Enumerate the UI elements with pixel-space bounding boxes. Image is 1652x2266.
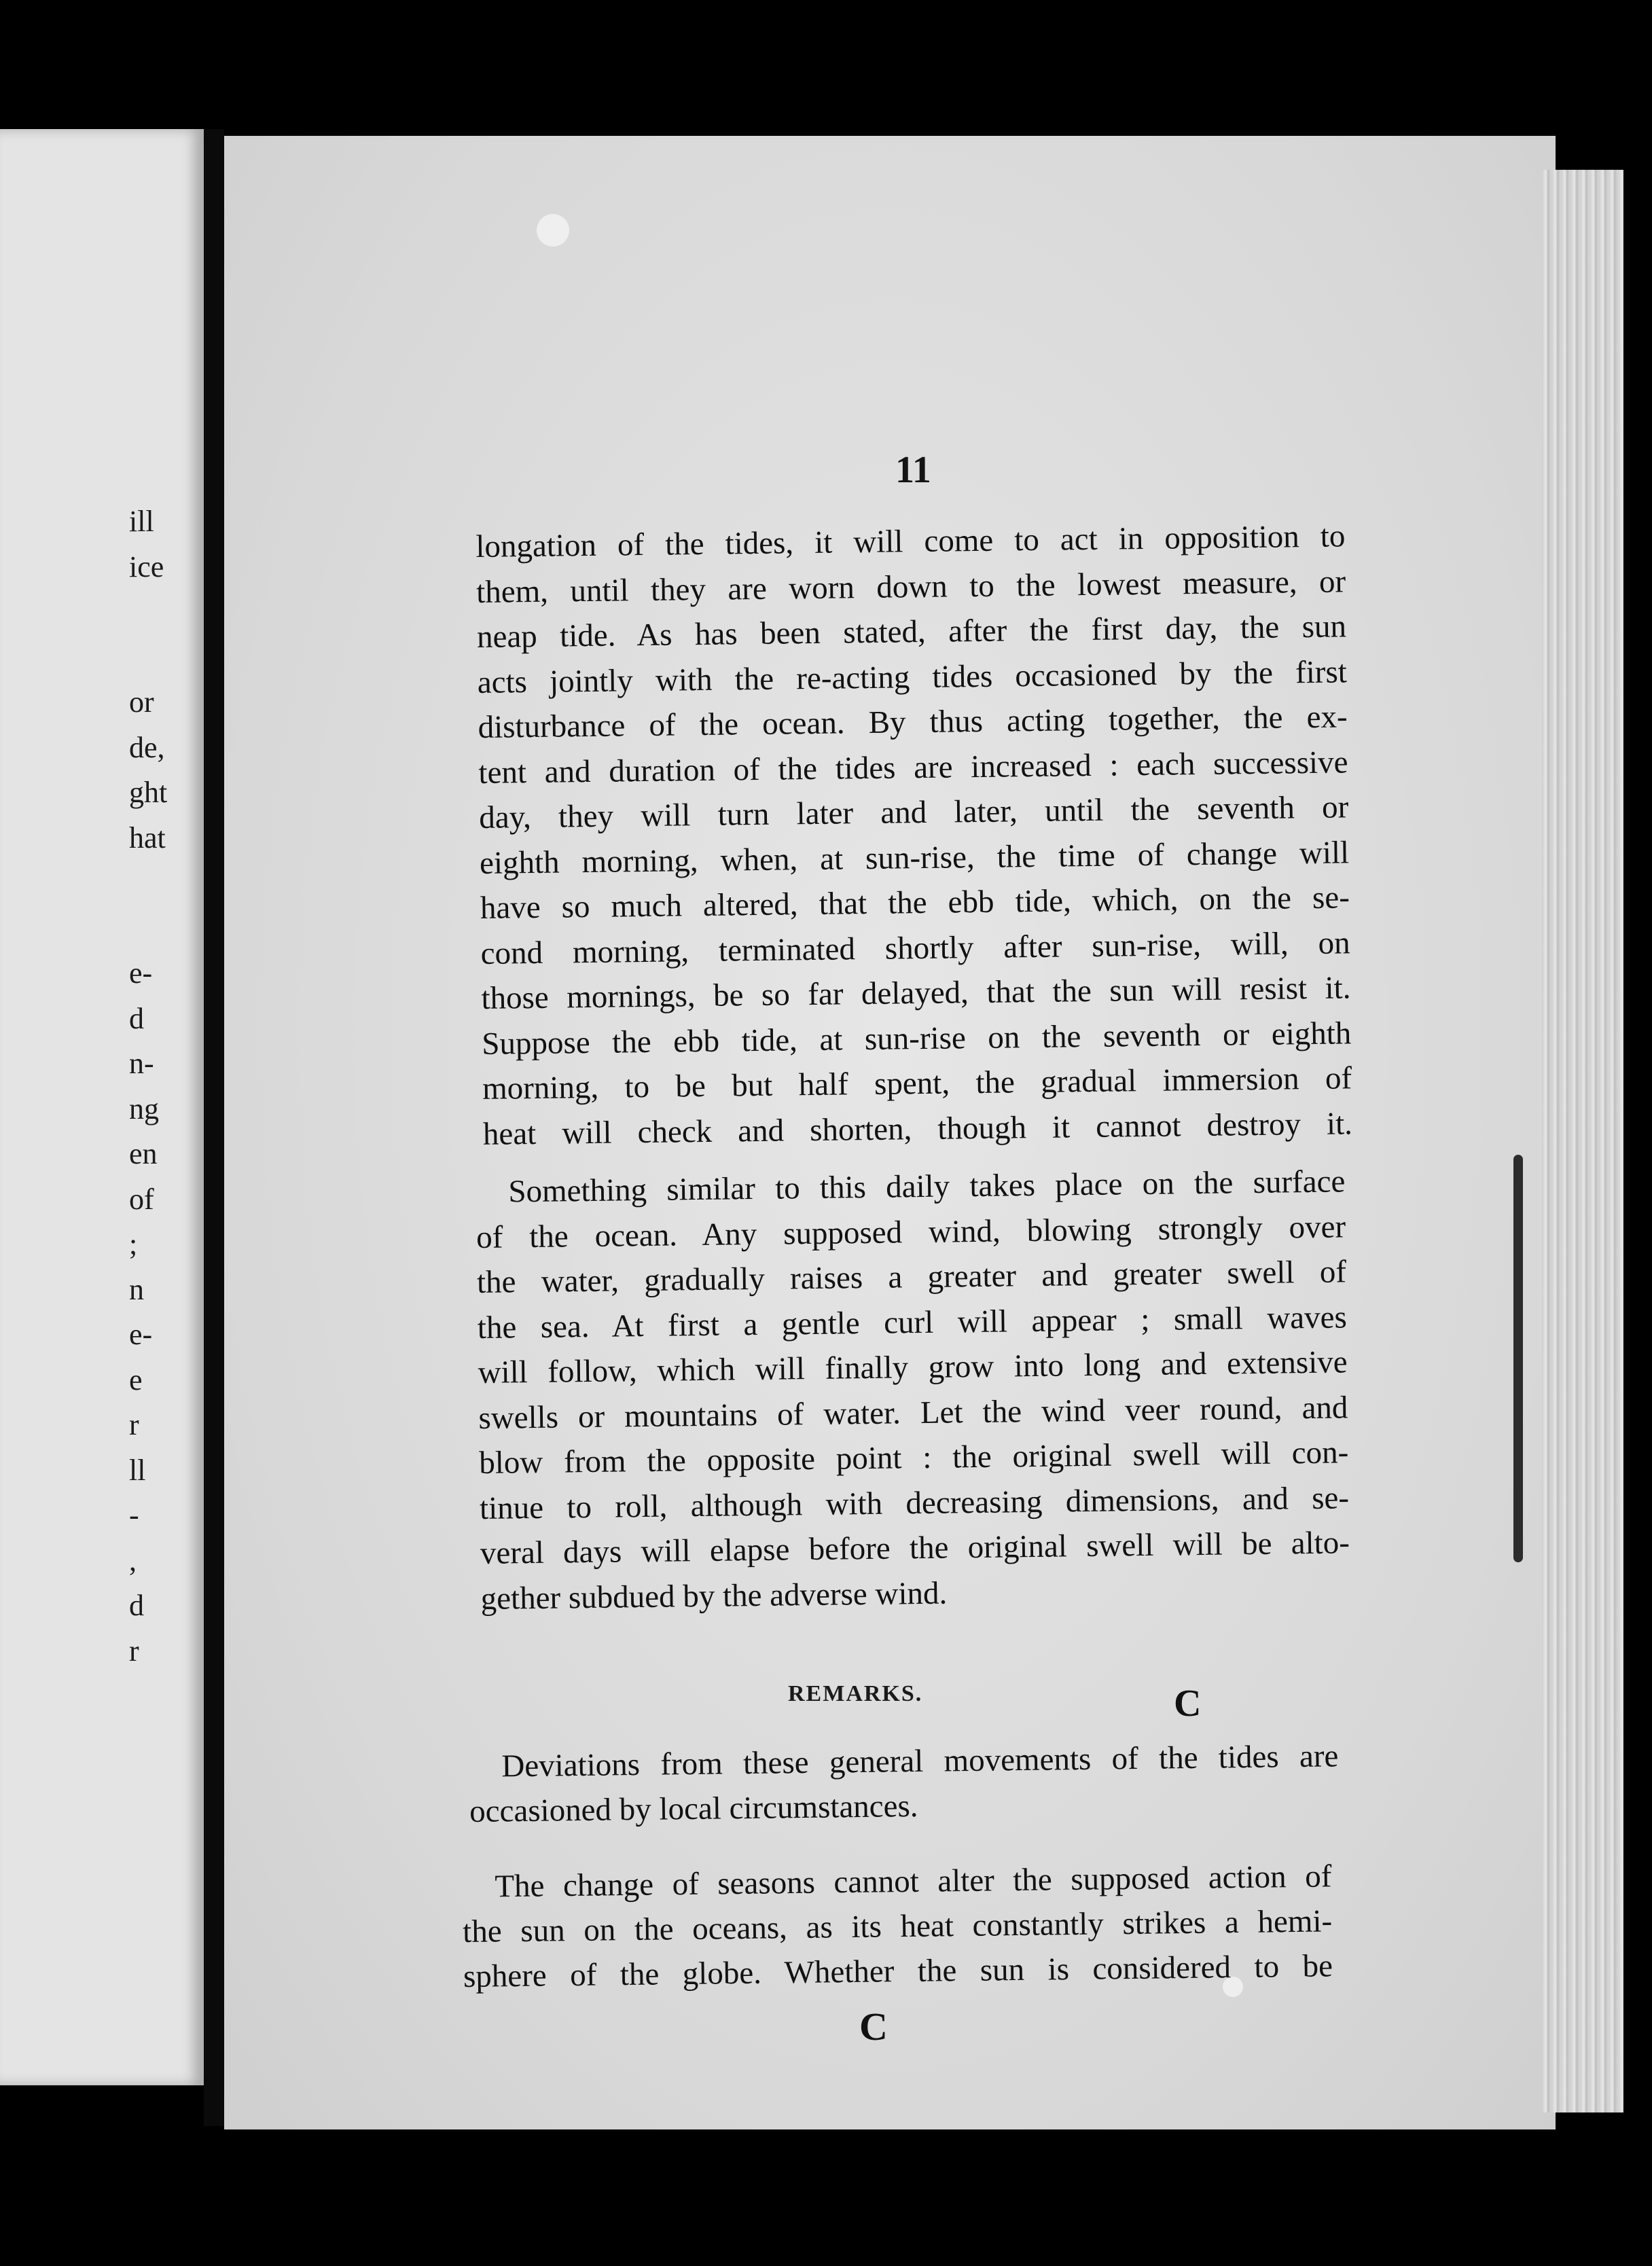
edge-fragment: of	[129, 1182, 154, 1216]
edge-fragment: e-	[129, 956, 153, 990]
text-line: acts jointly with the re-acting tides occasioned by the first	[477, 653, 1348, 700]
left-page	[0, 129, 204, 2085]
edge-fragment: ;	[129, 1227, 138, 1261]
text-line: Deviations from these general movements of the tides are	[501, 1738, 1339, 1784]
text-line: veral days will elapse before the original swell will be alto-	[480, 1525, 1350, 1571]
text-line: swells or mountains of water. Let the wind veer round, and	[478, 1389, 1348, 1436]
edge-fragment: d	[129, 1589, 144, 1622]
text-line: of the ocean. Any supposed wind, blowing strongly over	[475, 1208, 1346, 1255]
paragraph-3	[469, 1733, 1340, 1834]
edge-fragment	[129, 590, 204, 635]
text-line: eighth morning, when, at sun-rise, the time of change will	[479, 834, 1350, 881]
text-line: day, they will turn later and later, until the seventh or	[478, 789, 1349, 835]
edge-fragment: en	[129, 1137, 158, 1170]
text-line: have so much altered, that the ebb tide, which, on the se-	[480, 880, 1350, 926]
text-line: morning, to be but half spent, the gradual immersion of	[482, 1060, 1352, 1107]
text-line: the water, gradually raises a greater and greater swell of	[476, 1254, 1347, 1300]
text-line: Something similar to this daily takes place on the surface	[508, 1164, 1346, 1210]
text-line: tinue to roll, although with decreasing dimensions, and se-	[479, 1479, 1350, 1526]
edge-fragment: ng	[129, 1092, 159, 1126]
text-line: The change of seasons cannot alter the supposed action of	[495, 1858, 1332, 1905]
edge-fragment: e	[129, 1363, 143, 1397]
edge-fragment: r	[129, 1634, 139, 1668]
edge-fragment: n-	[129, 1047, 154, 1080]
edge-fragment: de,	[129, 730, 165, 764]
text-line: heat will check and shorten, though it cannot destroy it.	[482, 1105, 1353, 1152]
edge-fragment	[129, 906, 204, 952]
paper-spot	[537, 214, 569, 247]
margin-mark: C	[1174, 1683, 1202, 1725]
text-line: gether subdued by the adverse wind.	[480, 1575, 948, 1617]
signature-mark: C	[859, 2004, 888, 2049]
edge-fragment	[129, 861, 204, 906]
edge-fragment: hat	[129, 821, 166, 855]
text-line: those mornings, be so far delayed, that the sun will resist it.	[481, 970, 1351, 1016]
text-line: blow from the opposite point : the original swell will con-	[478, 1435, 1349, 1481]
edge-mark	[1513, 1155, 1523, 1562]
edge-fragment: e-	[129, 1318, 153, 1351]
text-line: the sun on the oceans, as its heat constantly strikes a hemi-	[462, 1903, 1333, 1949]
text-line: neap tide. As has been stated, after the first day, the sun	[476, 609, 1347, 655]
edge-fragment: ill	[129, 505, 154, 538]
section-heading: REMARKS.	[788, 1681, 923, 1706]
text-line: cond morning, terminated shortly after sun-rise, will, on	[480, 924, 1350, 971]
edge-fragment	[129, 635, 204, 681]
text-line: the sea. At first a gentle curl will appear ; small waves	[477, 1299, 1348, 1346]
left-page-edge-text	[129, 129, 204, 2085]
edge-fragment: ght	[129, 776, 168, 809]
text-line: will follow, which will finally grow into long and extensive	[478, 1344, 1348, 1390]
text-line: Suppose the ebb tide, at sun-rise on the seventh or eighth	[482, 1015, 1352, 1062]
page-edges	[1542, 170, 1623, 2112]
text-line: them, until they are worn down to the lowest measure, or	[475, 563, 1346, 610]
paragraph-4	[462, 1854, 1333, 1999]
edge-fragment: or	[129, 685, 154, 719]
paragraph-2	[475, 1159, 1350, 1621]
paragraph-1	[475, 514, 1352, 1157]
text-line: occasioned by local circumstances.	[469, 1788, 918, 1829]
edge-fragment: d	[129, 1001, 144, 1035]
text-line: sphere of the globe. Whether the sun is considered to be	[463, 1948, 1333, 1994]
edge-fragment: ,	[129, 1543, 137, 1577]
edge-fragment: ice	[129, 550, 164, 583]
book-gutter	[204, 129, 224, 2126]
edge-fragment: n	[129, 1272, 144, 1306]
page-number: 11	[895, 449, 931, 491]
text-line: disturbance of the ocean. By thus acting together, the ex-	[478, 699, 1348, 745]
text-line: longation of the tides, it will come to act in opposition to	[475, 518, 1346, 564]
edge-fragment: ll	[129, 1453, 146, 1487]
edge-fragment: -	[129, 1498, 139, 1532]
text-line: tent and duration of the tides are increased : each successive	[478, 744, 1348, 791]
edge-fragment: r	[129, 1408, 139, 1441]
